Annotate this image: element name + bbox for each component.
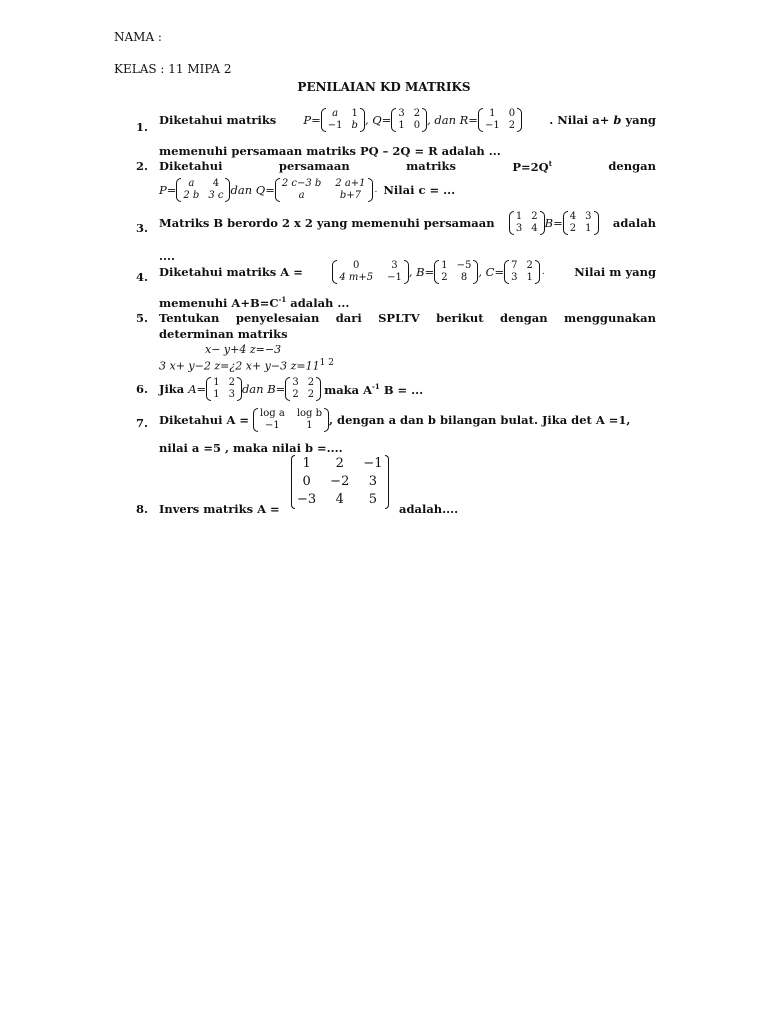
dan-q-label: dan Q=: [230, 183, 275, 197]
q-label: , Q=: [364, 113, 392, 127]
dan-b-label: dan B=: [241, 382, 286, 396]
q5-word: dengan: [500, 311, 548, 325]
matrix-q: 3 2 1 0: [391, 108, 427, 132]
matrix-p: a 1 −1 b: [321, 108, 365, 132]
equation-1: x− y+4 z=−3: [205, 343, 282, 356]
b-variable: b: [613, 113, 622, 127]
question-number: 2.: [136, 159, 149, 173]
matrix-q: 2 c−3 b 2 a+1 a b+7: [275, 178, 373, 202]
q6-text: Jika: [159, 382, 185, 396]
q5-word: menggunakan: [564, 311, 656, 325]
matrix-b: 4 3 2 1: [563, 211, 599, 235]
q2-word: persamaan: [278, 159, 350, 174]
matrix-b: 1 −5 2 8: [434, 260, 478, 284]
q2-text-2: Nilai c = ...: [383, 183, 456, 197]
q4-text-2: Nilai m yang: [574, 265, 656, 279]
q8-text: Invers matriks A =: [159, 502, 280, 516]
matrix-a: log a log b −1 1: [253, 408, 329, 432]
q2-dot: .: [374, 185, 378, 195]
q6-text-2: maka $A^{-1}$ B = ...: [324, 381, 424, 397]
matrix-r: 1 0 −1 2: [478, 108, 522, 132]
q8-text-2: adalah....: [399, 502, 459, 516]
q7-line-2: nilai a =5 , maka nilai b =....: [159, 441, 343, 455]
p-label: P=: [303, 113, 321, 127]
question-number: 3.: [136, 221, 149, 235]
q5-word: penyelesaian: [235, 311, 320, 325]
q5-word: berikut: [436, 311, 484, 325]
question-number: 1.: [136, 120, 149, 134]
matrix-a: 0 3 4 m+5 −1: [332, 260, 409, 284]
b-label: , B=: [408, 265, 435, 279]
q1-text: Diketahui matriks: [159, 113, 277, 127]
q2-word: Diketahui: [159, 159, 223, 174]
q2-word: matriks: [406, 159, 456, 174]
equation-2: 3 x+ y−2 z=¿2 x+ y−3 $z=11^{1 2}$: [159, 358, 334, 373]
page-title: PENILAIAN KD MATRIKS: [297, 80, 471, 94]
matrix-a: 1 2 3 4: [509, 211, 545, 235]
q1-text-3: yang: [625, 113, 656, 127]
q1-text-2: . Nilai a+: [549, 113, 610, 127]
matrix-c: 7 2 3 1: [504, 260, 540, 284]
r-label: , dan R=: [427, 113, 478, 127]
q5-word: SPLTV: [378, 311, 420, 325]
matrix-p: a 4 2 b 3 c: [176, 178, 230, 202]
matrix-b: 3 2 2 2: [285, 377, 321, 401]
q5-word: Tentukan: [159, 311, 220, 325]
q3-text: Matriks B berordo 2 x 2 yang memenuhi persamaan: [159, 216, 495, 230]
question-number: 4.: [136, 270, 149, 284]
kelas-label: KELAS : 11 MIPA 2: [114, 62, 232, 76]
q5-word: dari: [335, 311, 362, 325]
question-number: 5.: [136, 311, 149, 325]
question-number: 8.: [136, 502, 149, 516]
c-label: , C=: [478, 265, 505, 279]
question-number: 7.: [136, 416, 149, 430]
b-label: B=: [544, 216, 563, 230]
q4-text: Diketahui matriks A =: [159, 265, 303, 279]
q3-line-2: ....: [159, 249, 176, 263]
q2-word: dengan: [608, 159, 656, 174]
q3-text-2: adalah: [612, 216, 656, 230]
q1-line-2: memenuhi persamaan matriks PQ – 2Q = R adalah ...: [159, 144, 501, 158]
matrix-a: 1 2 −1 0 −2 3 −3 4 5: [291, 455, 389, 509]
p-label: P=: [159, 183, 177, 197]
question-number: 6.: [136, 382, 149, 396]
q7-text-2: , dengan a dan b bilangan bulat. Jika det A =1,: [329, 413, 631, 427]
q7-text: Diketahui A =: [159, 413, 250, 427]
a-label: A=: [188, 382, 207, 396]
q5-line-2: determinan matriks: [159, 327, 288, 341]
q4-dot: .: [541, 267, 545, 277]
nama-label: NAMA :: [114, 30, 162, 44]
q4-line-2: memenuhi $A+B=C^{-1}$ adalah ...: [159, 295, 350, 310]
matrix-a: 1 2 1 3: [206, 377, 242, 401]
q2-equation: $P=2Q^t$: [512, 159, 552, 174]
